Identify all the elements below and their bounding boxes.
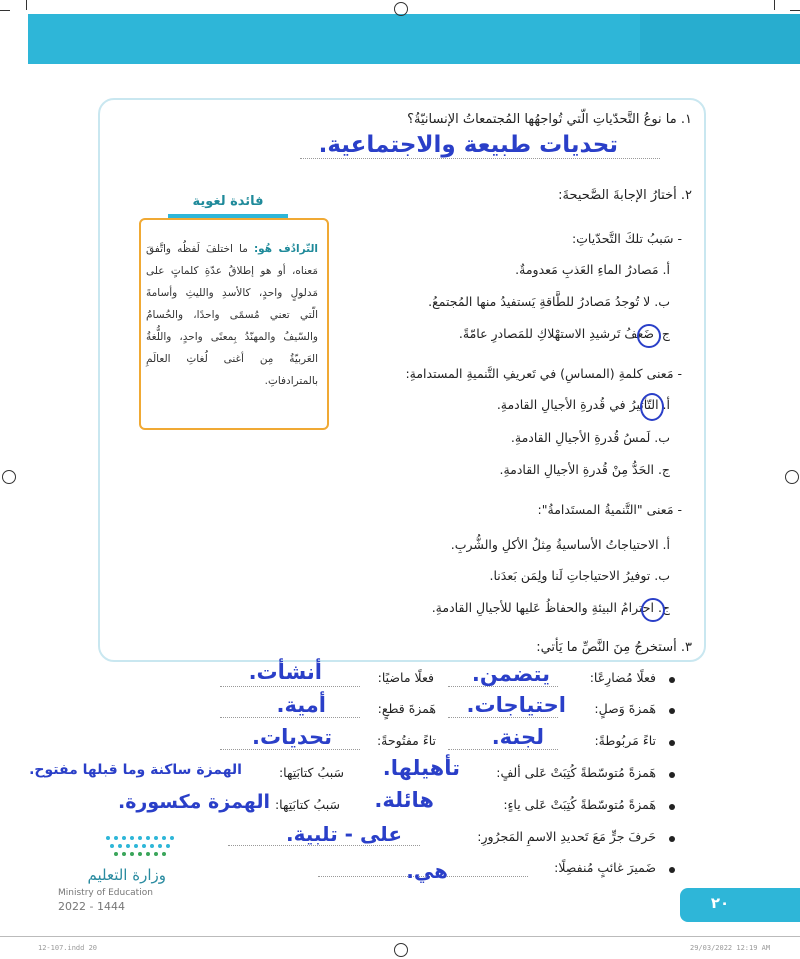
answer-line	[220, 749, 360, 750]
registration-mark	[394, 943, 408, 957]
extract-label: هَمزةً مُتوسّطةً كُتِبَتْ عَلى ياءٍ:	[503, 797, 656, 812]
option: ب. لا تُوجدُ مَصادرُ للطَّاقةِ يَستفيدُ منها المُجتمعُ.	[428, 294, 670, 309]
answer-line	[448, 749, 558, 750]
sidebar-title: فائدة لغوية	[192, 194, 264, 209]
extract-label: فعلًا مُضارِعًا:	[589, 670, 656, 685]
bullet	[669, 740, 675, 746]
extract-label: فعلًا ماضيًا:	[377, 670, 434, 685]
group-prompt: - مَعنى كلمةِ (المساسِ) في تَعريفِ التَّنميةِ المستدامةِ:	[405, 366, 682, 381]
option: ب. توفيرُ الاحتياجاتِ لَنا ولِمَن بَعدَنا.	[489, 568, 670, 583]
answer-line	[448, 686, 558, 687]
crop-mark	[774, 0, 775, 10]
bullet	[669, 867, 675, 873]
extract-label: سَببُ كتابَتِها:	[278, 765, 344, 780]
handwritten-answer: تحديات.	[251, 725, 332, 749]
crop-mark	[26, 0, 27, 10]
extract-label: هَمزةَ قطعٍ:	[377, 701, 436, 716]
handwritten-answer: الهمزة ساكنة وما قبلها مفتوح.	[29, 762, 242, 778]
bullet	[669, 772, 675, 778]
footer-line	[0, 936, 800, 937]
ministry-name-en: Ministry of Education	[58, 888, 153, 898]
extract-label: هَمزةَ وَصلٍ:	[594, 701, 656, 716]
selected-answer-circle	[641, 598, 665, 622]
extract-label: حَرفَ جرٍّ مَعَ تَحديدِ الاسمِ المَجرُورِ:	[477, 829, 656, 844]
registration-mark	[785, 470, 799, 484]
handwritten-answer: هائلة.	[374, 788, 434, 812]
handwritten-answer: الهمزة مكسورة.	[117, 791, 270, 813]
selected-answer-circle	[640, 393, 664, 421]
selected-answer-circle	[637, 324, 661, 348]
question-3	[536, 640, 692, 655]
question-2	[558, 188, 692, 203]
handwritten-answer: احتياجات.	[466, 693, 566, 717]
group-prompt: - سَببُ تلكَ التَّحدّياتِ:	[571, 231, 682, 246]
page-number-tab	[680, 888, 800, 922]
handwritten-answer: هي.	[406, 859, 448, 883]
bullet	[669, 708, 675, 714]
footer-timestamp: 29/03/2022 12:19 AM	[690, 944, 771, 952]
option: ج. الحَدُّ مِنْ قُدرةِ الأجيالِ القادمةِ.	[499, 462, 670, 477]
question-text: أستخرجُ مِنَ النَّصِّ ما يَأتي:	[536, 640, 677, 655]
handwritten-answer: تأهيلها.	[382, 756, 460, 780]
answer-line	[300, 158, 660, 159]
option: أ. التّأثيرُ في قُدرةِ الأجيالِ القادمةِ.	[496, 397, 670, 412]
question-text: ما نوعُ التَّحدّياتِ الّتي تُواجهُها المُجتمعاتُ الإنسانيّةُ؟	[407, 112, 677, 127]
group-prompt: - مَعنى "التَّنميةُ المستَدامةُ":	[537, 502, 682, 517]
ministry-name-ar: وزارة التعليم	[87, 866, 166, 884]
footer-file-name: 12-107.indd 20	[38, 944, 98, 952]
extract-label: ضَميرَ غائبٍ مُنفصِلًا:	[554, 860, 656, 875]
bullet	[669, 804, 675, 810]
page-number: ٢٠	[710, 894, 730, 912]
bullet	[669, 677, 675, 683]
question-number: ٣.	[680, 640, 692, 655]
answer-line	[220, 717, 360, 718]
sidebar-text	[146, 238, 318, 392]
crop-mark	[0, 10, 10, 11]
option: ج. احترامُ البيئةِ والحفاظُ عَليها للأجيالِ القادمةِ.	[431, 600, 670, 615]
sidebar-term: التّرادُف هُو:	[253, 243, 318, 255]
handwritten-answer: على - تلبية.	[285, 822, 402, 846]
question-number: ٢.	[680, 188, 692, 203]
handwritten-answer: تحديات طبيعة والاجتماعية.	[318, 132, 618, 158]
bullet	[669, 836, 675, 842]
extract-label: هَمزةً مُتوسّطةً كُتِبَتْ عَلى ألفٍ:	[496, 765, 656, 780]
option: ب. لَمسُ قُدرةِ الأجيالِ القادمةِ.	[510, 430, 670, 445]
header-band-pattern	[640, 14, 800, 64]
option: أ. الاحتياجاتُ الأساسيةُ مِثلُ الأكلِ والشُّربِ.	[450, 537, 670, 552]
handwritten-answer: لجنة.	[491, 725, 544, 749]
handwritten-answer: يتضمن.	[471, 662, 550, 686]
answer-line	[448, 717, 558, 718]
registration-mark	[2, 470, 16, 484]
extract-label: تاءً مَربُوطةً:	[594, 733, 656, 748]
option: أ. مَصادرُ الماءِ العَذبِ مَعدومةٌ.	[515, 262, 670, 277]
answer-line	[220, 686, 360, 687]
question-number: ١.	[680, 112, 692, 127]
extract-label: سَببُ كتابَتِها:	[274, 797, 340, 812]
handwritten-answer: أنشأت.	[248, 660, 322, 684]
handwritten-answer: أمية.	[276, 693, 326, 717]
crop-mark	[790, 10, 800, 11]
option: ج. ضَعفُ تَرشيدِ الاستهْلاكِ للمَصادرِ عامّةً.	[458, 326, 670, 341]
registration-mark	[394, 2, 408, 16]
question-1	[407, 112, 692, 127]
ministry-logo-icon	[98, 828, 188, 864]
question-text: أختارُ الإجابةَ الصَّحيحةَ:	[558, 188, 677, 203]
ministry-year: 2022 - 1444	[58, 900, 125, 913]
sidebar-body: ما اختلفَ لَفظُه واتَّفقَ مَعناه، أو هو إطلاقُ عدّةِ كلماتٍ على مَدلولٍ واحدٍ، كالأسدِ والليثِ وأسامةَ الّتي تعني مُسمًى واحدًا، والحُسامُ والسّيفُ والمهنّدُ بِمعنًى واحدٍ، واللُّغةُ العَربيّةُ مِن أغنى لُغاتِ العالَمِ بالمترادفاتِ.	[146, 243, 318, 387]
extract-label: تاءً مفتُوحةً:	[376, 733, 436, 748]
